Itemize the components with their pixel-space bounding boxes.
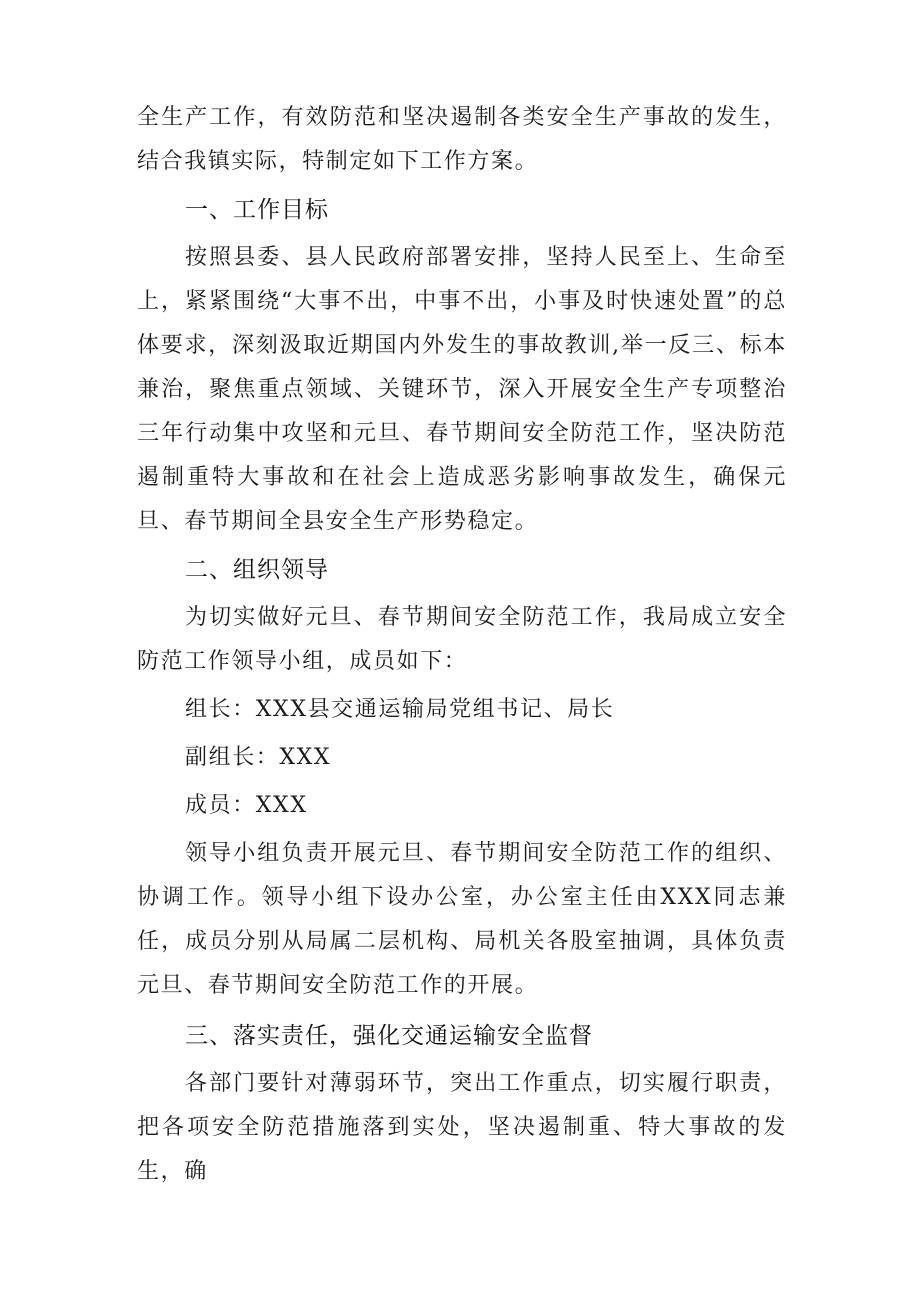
document-body (137, 96, 787, 1194)
office-paragraph: 领导小组负责开展元旦、春节期间安全防范工作的组织、协调工作。领导小组下设办公室，办公室主任由XXX同志兼任，成员分别从局属二层机构、局机关各股室抽调，具体负责元旦、春节期间安全防范工作的开展。 (137, 841, 787, 998)
section-2-paragraph: 为切实做好元旦、春节期间安全防范工作，我局成立安全防范工作领导小组，成员如下： (137, 605, 787, 674)
section-1-paragraph: 按照县委、县人民政府部署安排，坚持人民至上、生命至上，紧紧围绕“大事不出，中事不出，小事及时快速处置”的总体要求，深刻汲取近期国内外发生的事故教训,举一反三、标本兼治，聚焦重点领域、关键环节，深入开展安全生产专项整治三年行动集中攻坚和元旦、春节期间安全防范工作，坚决防范遏制重特大事故和在社会上造成恶劣影响事故发生，确保元旦、春节期间全县安全生产形势稳定。 (137, 245, 787, 534)
leader-line: 组长：XXX县交通运输局党组书记、局长 (185, 697, 615, 722)
section-2-heading: 二、组织领导 (185, 557, 329, 583)
deputy-leader-line: 副组长：XXX (185, 745, 332, 770)
intro-paragraph: 全生产工作，有效防范和坚决遏制各类安全生产事故的发生，结合我镇实际，特制定如下工作方案。 (137, 105, 787, 174)
section-3-paragraph: 各部门要针对薄弱环节，突出工作重点，切实履行职责，把各项安全防范措施落到实处，坚决遏制重、特大事故的发生，确 (137, 1071, 787, 1184)
section-3-heading: 三、落实责任，强化交通运输安全监督 (185, 1023, 593, 1049)
members-line: 成员：XXX (185, 793, 308, 818)
section-1-heading: 一、工作目标 (185, 197, 329, 223)
